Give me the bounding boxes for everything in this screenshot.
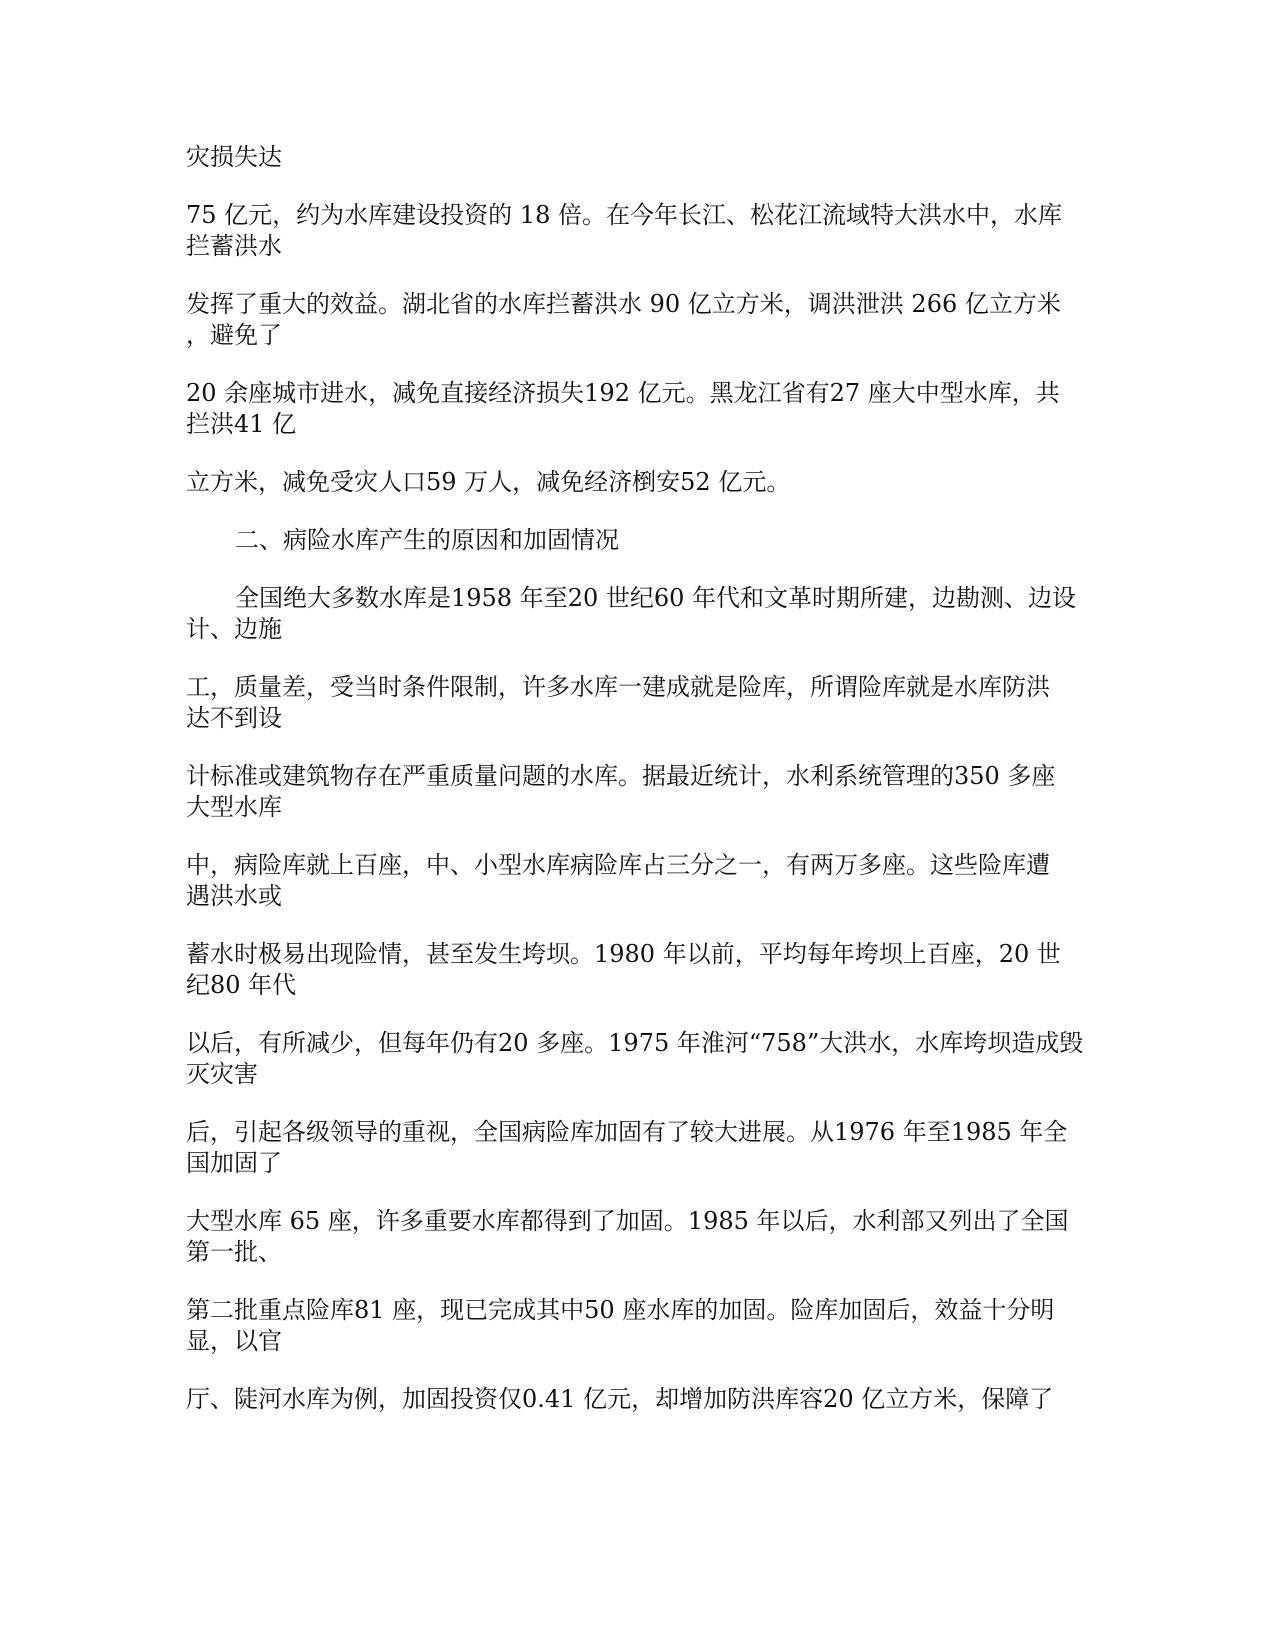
paragraph-7 <box>186 583 1106 645</box>
text-line: 厅、陡河水库为例，加固投资仅0.41 亿元，却增加防洪库容20 亿立方米，保障了 <box>186 1385 1054 1413</box>
paragraph-15 <box>186 1295 1106 1357</box>
paragraph-12 <box>186 1028 1106 1090</box>
text-line: ，避免了 <box>186 321 282 349</box>
text-line: 灾损失达 <box>186 143 282 171</box>
document-body <box>186 142 1106 1442</box>
text-line: 大型水库 <box>186 793 282 821</box>
paragraph-1 <box>186 142 1106 173</box>
paragraph-14 <box>186 1206 1106 1268</box>
text-line: 发挥了重大的效益。湖北省的水库拦蓄洪水 90 亿立方米，调洪泄洪 266 亿立方米 <box>186 290 1061 318</box>
text-line: 拦蓄洪水 <box>186 232 282 260</box>
text-line: 20 余座城市进水，减免直接经济损失192 亿元。黑龙江省有27 座大中型水库，共 <box>186 379 1060 407</box>
text-line: 中，病险库就上百座，中、小型水库病险库占三分之一，有两万多座。这些险库遭 <box>186 851 1050 879</box>
text-line: 全国绝大多数水库是1958 年至20 世纪60 年代和文革时期所建，边勘测、边设 <box>235 584 1077 612</box>
text-line: 第二批重点险库81 座，现已完成其中50 座水库的加固。险库加固后，效益十分明 <box>186 1296 1055 1324</box>
paragraph-16 <box>186 1384 1106 1415</box>
text-line: 国加固了 <box>186 1149 282 1177</box>
paragraph-9 <box>186 761 1106 823</box>
text-line: 计标准或建筑物存在严重质量问题的水库。据最近统计，水利系统管理的350 多座 <box>186 762 1056 790</box>
text-line: 达不到设 <box>186 704 282 732</box>
text-line: 灭灾害 <box>186 1060 258 1088</box>
text-line: 第一批、 <box>186 1238 282 1266</box>
paragraph-8 <box>186 672 1106 734</box>
text-line: 后，引起各级领导的重视，全国病险库加固有了较大进展。从1976 年至1985 年全 <box>186 1118 1068 1146</box>
text-line: 立方米，减免受灾人口59 万人，减免经济椡安52 亿元。 <box>186 468 791 496</box>
text-line: 工，质量差，受当时条件限制，许多水库一建成就是险库，所谓险库就是水库防洪 <box>186 673 1050 701</box>
paragraph-5 <box>186 467 1106 498</box>
text-line: 显，以官 <box>186 1327 282 1355</box>
paragraph-3 <box>186 289 1106 351</box>
text-line: 计、边施 <box>186 615 282 643</box>
text-line: 以后，有所减少，但每年仍有20 多座。1975 年淮河“758”大洪水，水库垮坝造成毁 <box>186 1029 1084 1057</box>
text-line: 纪80 年代 <box>186 971 297 999</box>
paragraph-10 <box>186 850 1106 912</box>
paragraph-2 <box>186 200 1106 262</box>
text-line: 75 亿元，约为水库建设投资的 18 倍。在今年长江、松花江流域特大洪水中，水库 <box>186 201 1062 229</box>
text-line: 遇洪水或 <box>186 882 282 910</box>
paragraph-11 <box>186 939 1106 1001</box>
text-line: 拦洪41 亿 <box>186 410 297 438</box>
section-heading <box>186 525 1106 556</box>
text-line: 大型水库 65 座，许多重要水库都得到了加固。1985 年以后，水利部又列出了全国 <box>186 1207 1069 1235</box>
paragraph-4 <box>186 378 1106 440</box>
paragraph-13 <box>186 1117 1106 1179</box>
text-line: 蓄水时极易出现险情，甚至发生垮坝。1980 年以前，平均每年垮坝上百座，20 世 <box>186 940 1061 968</box>
heading-line: 二、病险水库产生的原因和加固情况 <box>235 526 619 554</box>
